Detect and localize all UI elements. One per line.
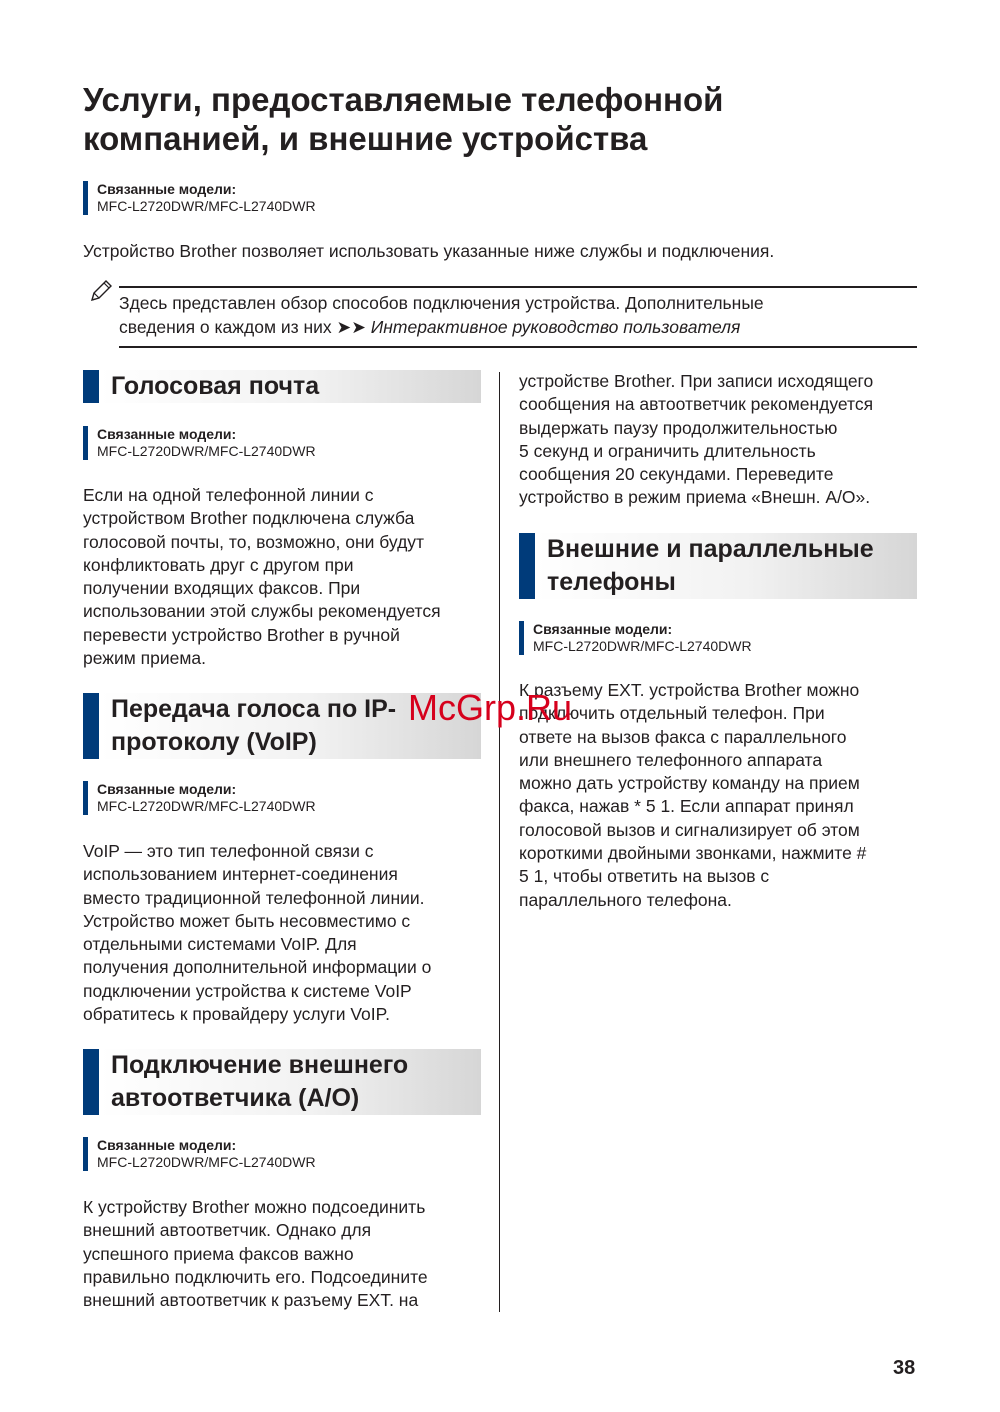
text-line: режим приема.	[83, 648, 206, 669]
voip-body	[83, 840, 493, 1026]
text-line: устройстве Brother. При записи исходящего	[519, 371, 874, 391]
text-line: голосовой вызов и сигнализирует об этом	[519, 819, 860, 840]
related-models-tad	[83, 1137, 316, 1171]
external-phones-body	[519, 679, 929, 912]
text-line: или внешнего телефонного аппарата	[519, 749, 823, 770]
page-number: 38	[893, 1357, 916, 1379]
related-models-label: Связанные модели:	[97, 781, 237, 797]
user-guide-reference: Интерактивное руководство пользователя	[370, 316, 741, 337]
related-models-value: MFC-L2720DWR/MFC-L2740DWR	[97, 798, 316, 814]
heading-voicemail	[83, 370, 481, 403]
text-line: вместо традиционной телефонной линии.	[83, 887, 425, 908]
note-bottom-rule	[119, 346, 917, 348]
text-line: сообщения на автоответчик рекомендуется	[519, 394, 874, 415]
text-line: факса, нажав * 5 1. Если аппарат принял	[519, 796, 854, 817]
page-title-line1: Услуги, предоставляемые телефонной	[83, 81, 724, 118]
text-line: можно дать устройству команду на прием	[519, 773, 860, 794]
text-line: сообщения 20 секундами. Переведите	[519, 464, 834, 485]
heading-voip-line1: Передача голоса по IP-	[111, 695, 397, 723]
text-line: параллельного телефона.	[519, 889, 732, 910]
related-models-label: Связанные модели:	[97, 1137, 237, 1153]
heading-phones-line2: телефоны	[547, 568, 676, 596]
text-line: К устройству Brother можно подсоединить	[83, 1197, 426, 1217]
related-models	[83, 181, 316, 215]
heading-external-phones	[519, 533, 917, 599]
text-line: Если на одной телефонной линии с	[83, 485, 374, 505]
pencil-icon	[88, 278, 114, 304]
note-line2	[119, 316, 919, 340]
column-divider	[499, 372, 500, 1312]
text-line: подключить отдельный телефон. При	[519, 703, 825, 724]
text-line: выдержать паузу продолжительностью	[519, 417, 838, 438]
heading-voip-line2: протоколу (VoIP)	[111, 728, 317, 756]
note-line1: Здесь представлен обзор способов подключения устройства. Дополнительные	[119, 293, 764, 313]
text-line: устройство в режим приема «Внешн. А/О».	[519, 487, 871, 508]
heading-external-tad	[83, 1049, 481, 1115]
page-title	[83, 80, 943, 158]
text-line: конфликтовать друг с другом при	[83, 554, 354, 575]
heading-tad-line2: автоответчика (А/О)	[111, 1084, 360, 1112]
related-models-value: MFC-L2720DWR/MFC-L2740DWR	[97, 198, 316, 214]
text-line: обратитесь к провайдеру услуги VoIP.	[83, 1004, 390, 1025]
page-title-line2: компанией, и внешние устройства	[83, 120, 648, 157]
related-models-value: MFC-L2720DWR/MFC-L2740DWR	[533, 638, 752, 654]
text-line: подключении устройства к системе VoIP	[83, 980, 412, 1001]
intro-text: Устройство Brother позволяет использовать указанные ниже службы и подключения.	[83, 241, 775, 261]
text-line: VoIP — это тип телефонной связи с	[83, 841, 374, 861]
related-models-phones	[519, 621, 752, 655]
related-models-label: Связанные модели:	[97, 426, 237, 442]
text-line: перевести устройство Brother в ручной	[83, 624, 400, 645]
voicemail-body	[83, 484, 493, 670]
text-line: короткими двойными звонками, нажмите #	[519, 843, 867, 864]
text-line: устройством Brother подключена служба	[83, 508, 415, 529]
related-models-voip	[83, 781, 316, 815]
text-line: голосовой почты, то, возможно, они будут	[83, 531, 425, 552]
text-line: успешного приема факсов важно	[83, 1243, 354, 1264]
text-line: использованием интернет-соединения	[83, 864, 398, 885]
note-text	[119, 292, 919, 339]
text-line: внешний автоответчик к разъему EXT. на	[83, 1290, 419, 1311]
text-line: использовании этой службы рекомендуется	[83, 601, 441, 622]
watermark: McGrp.Ru	[408, 687, 573, 728]
related-models-value: MFC-L2720DWR/MFC-L2740DWR	[97, 443, 316, 459]
text-line: 5 1, чтобы ответить на вызов с	[519, 866, 770, 887]
note-top-rule	[119, 286, 917, 288]
text-line: отдельными системами VoIP. Для	[83, 934, 357, 955]
related-models-label: Связанные модели:	[533, 621, 673, 637]
text-line: К разъему EXT. устройства Brother можно	[519, 680, 860, 700]
related-models-label: Связанные модели:	[97, 181, 237, 197]
heading-tad-line1: Подключение внешнего	[111, 1051, 409, 1079]
text-line: получении входящих факсов. При	[83, 578, 361, 599]
text-line: получения дополнительной информации о	[83, 957, 432, 978]
text-line: правильно подключить его. Подсоедините	[83, 1266, 428, 1287]
text-line: внешний автоответчик. Однако для	[83, 1220, 372, 1241]
text-line: Устройство может быть несовместимо с	[83, 910, 411, 931]
tad-body	[83, 1196, 493, 1312]
note-line2-prefix: сведения о каждом из них ➤➤	[119, 316, 371, 337]
related-models-value: MFC-L2720DWR/MFC-L2740DWR	[97, 1154, 316, 1170]
related-models-voicemail	[83, 426, 316, 460]
heading-voicemail-text: Голосовая почта	[111, 372, 320, 400]
heading-phones-line1: Внешние и параллельные	[547, 535, 874, 563]
text-line: ответе на вызов факса с параллельного	[519, 726, 847, 747]
tad-body-continued	[519, 370, 929, 510]
text-line: 5 секунд и ограничить длительность	[519, 440, 816, 461]
